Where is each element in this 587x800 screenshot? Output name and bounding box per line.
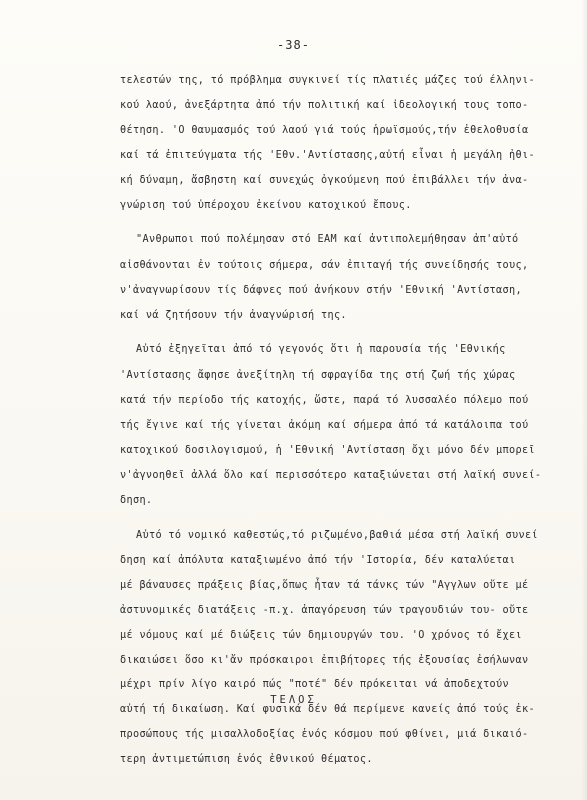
paragraph-line: δηση. bbox=[120, 495, 153, 506]
paragraph-line: αὐτή τή δικαίωση. Καί φυσικά δέν θά περίμενε κανείς ἀπό τούς ἐκ- bbox=[120, 704, 535, 715]
page-number: -38- bbox=[277, 38, 310, 52]
paragraph-line: δικαιώσει ὅσο κι'ἄν πρόσκαιροι ἐπιβήτορες τής ἐξουσίας ἐσήλωναν bbox=[120, 655, 529, 666]
paragraph-line: 'Αντίστασης ἄφησε ἀνεξίτηλη τή σφραγίδα της στή ζωή τής χώρας bbox=[120, 370, 516, 381]
paragraph-line: τελεστών της, τό πρόβλημα συγκινεί τίς πλατιές μάζες τού έλληνι- bbox=[120, 75, 535, 86]
paragraph-line: μέχρι πρίν λίγο καιρό πώς "ποτέ" δέν πρόκειται νά ἀποδεχτούν bbox=[120, 679, 510, 690]
paragraph-line: καί νά ζητήσουν τήν ἀναγνώρισή της. bbox=[120, 310, 347, 321]
paragraph-line: ν'ἀναγνωρίσουν τίς δάφνες πού ἀνήκουν στήν 'Εθνική 'Αντίσταση, bbox=[120, 285, 522, 296]
paragraph-line: θέτηση. 'Ο θαυμασμός τού λαού γιά τούς ἡρωϊσμούς,τήν ἐθελοθυσία bbox=[120, 125, 529, 136]
paragraph-line: "Ανθρωποι πού πολέμησαν στό ΕΑΜ καί ἀντιπολεμήθησαν ἀπ'αὐτό bbox=[136, 234, 519, 245]
paragraph-line: κή δύναμη, ἄσβηστη καί συνεχώς ὀγκούμενη πού ἐπιβάλλει τήν ἀνα- bbox=[120, 175, 529, 186]
paragraph-line: κατοχικού δοσιλογισμού, ἡ 'Εθνική 'Αντίσταση ὄχι μόνο δέν μπορεῖ bbox=[120, 445, 535, 456]
page-edge-shadow bbox=[581, 0, 587, 800]
paragraph-line: Αὐτό τό νομικό καθεστώς,τό ριζωμένο,βαθιά μέσα στή λαϊκή συνεί bbox=[136, 530, 538, 541]
paragraph-line: μέ νόμους καί μέ διώξεις τών δημιουργών του. 'Ο χρόνος τό ἔχει bbox=[120, 630, 522, 641]
paragraph-line: προσώπους τής μισαλλοδοξίας ἑνός κόσμου πού φθίνει, μιά δικαιό- bbox=[120, 729, 529, 740]
paragraph-line: Αὐτό ἐξηγεῖται ἀπό τό γεγονός ὅτι ἡ παρουσία τής 'Εθνικής bbox=[136, 344, 506, 355]
paragraph-line: κού λαού, ἀνεξάρτητα ἀπό τήν πολιτική καί ἰδεολογική τους τοπο- bbox=[120, 100, 529, 111]
paragraph-line: αἰσθάνονται ἐν τούτοις σήμερα, σάν ἐπιταγή τής συνείδησής τους, bbox=[120, 260, 529, 271]
paragraph-line: τής ἔγινε καί τής γίνεται ἀκόμη καί σήμερα ἀπό τά κατάλοιπα τού bbox=[120, 420, 529, 431]
paragraph-line: ν'ἀγνοηθεῖ ἀλλά ὅλο καί περισσότερο καταξιώνεται στή λαϊκή συνεί- bbox=[120, 470, 542, 481]
paragraph-line: καί τά ἐπιτεύγματα τής 'Εθν.'Αντίστασης,αὐτή εἶναι ἡ μεγάλη ἠθι- bbox=[120, 150, 535, 161]
paragraph-line: ἀστυνομικές διατάξεις -π.χ. ἀπαγόρευση τών τραγουδιών του- οὔτε bbox=[120, 605, 529, 616]
closing-word: ΤΕΛΟΣ bbox=[270, 694, 317, 706]
paragraph-line: μέ βάναυσες πράξεις βίας,ὅπως ἦταν τά τάνκς τών "Αγγλων οὔτε μέ bbox=[120, 580, 529, 591]
paragraph-line: τερη ἀντιμετώπιση ἑνός ἐθνικού θέματος. bbox=[120, 754, 373, 765]
paragraph-line: γνώριση τού ὑπέροχου ἐκείνου κατοχικού ἔπους. bbox=[120, 200, 412, 211]
paragraph-line: κατά τήν περίοδο τής κατοχής, ὥστε, παρά τό λυσσαλέο πόλεμο πού bbox=[120, 395, 529, 406]
paragraph-line: δηση καί ἀπόλυτα καταξιωμένο ἀπό τήν 'Ιστορία, δέν καταλύεται bbox=[120, 555, 516, 566]
